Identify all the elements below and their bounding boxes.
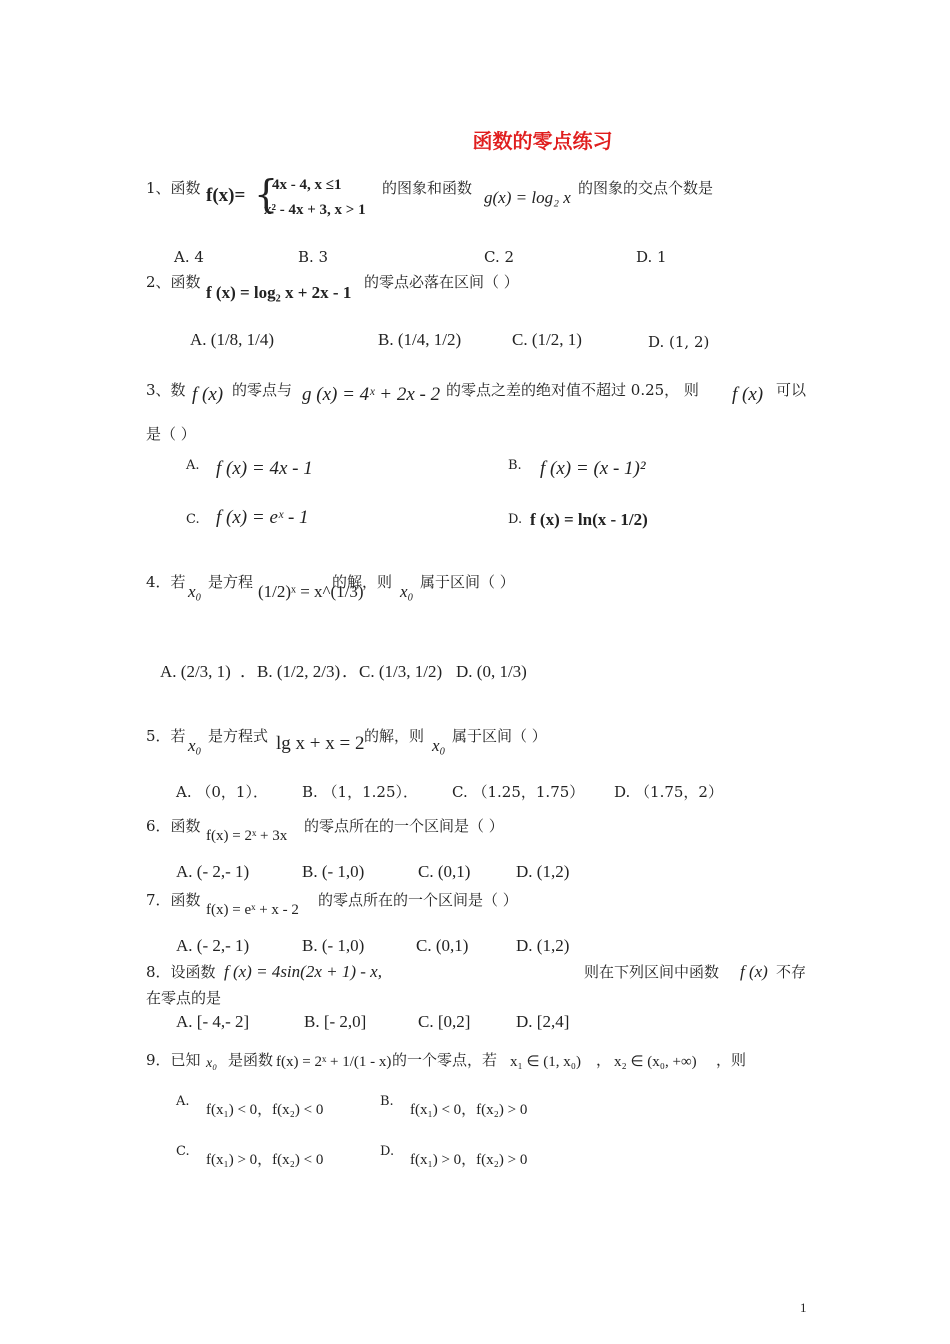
q7-option-a: A. (- 2,- 1) [176,936,250,955]
q5-tail: 属于区间（ ） [452,727,547,745]
q1-option-b: B. 3 [298,248,329,266]
q3-option-b: f (x) = (x - 1)² [540,458,646,479]
q6-option-a: A. (- 2,- 1) [176,862,250,881]
q5-option-d: D. （1.75，2） [614,783,723,801]
q5-mid: 是方程式 [208,727,269,745]
q8-tail: 不存 [776,963,807,981]
q3-option-c-label: C. [186,512,200,527]
q9-mid2: 的一个零点，若 [392,1051,498,1069]
q9-cond-2: x₂ ∈ (x₀, +∞) [614,1054,697,1070]
q9-tail: ，则 [716,1051,747,1069]
q8-option-a: A. [- 4,- 2] [176,1012,250,1031]
q9-option-d: f(x₁) > 0，f(x₂) > 0 [410,1152,528,1168]
q1-g: g(x) = log₂ x [484,188,571,207]
q6-tail: 的零点所在的一个区间是（ ） [304,817,504,835]
q7-option-d: D. (1,2) [516,936,570,955]
q3-f2: f (x) [732,384,764,405]
q4-tail: 属于区间（ ） [420,573,515,591]
q7-number: 7．函数 [146,891,201,909]
q4-number: 4．若 [146,573,186,591]
q7-tail: 的零点所在的一个区间是（ ） [318,891,518,909]
q4-option-c: ．C. (1/3, 1/2) [342,662,443,681]
q8-f2: f (x) [740,962,768,981]
q1-option-d: D. 1 [636,248,667,266]
q6-number: 6．函数 [146,817,201,835]
q1-mid: 的图象和函数 [382,179,473,197]
q4-option-b: ．B. (1/2, 2/3) [240,662,341,681]
q8-option-b: B. [- 2,0] [304,1012,367,1031]
q2-number: 2、函数 [146,273,201,291]
q9-f: f(x) = 2ˣ + 1/(1 - x) [276,1054,392,1070]
q3-tail: 可以 [776,381,807,399]
q2-option-a: A. (1/8, 1/4) [190,330,275,349]
q3-option-b-label: B. [508,458,522,473]
q5-var: x₀ [188,736,202,755]
q7-option-b: B. (- 1,0) [302,936,365,955]
q9-option-a: f(x₁) < 0，f(x₂) < 0 [206,1102,324,1118]
q4-option-a: A. (2/3, 1) [160,662,231,681]
q1-number: 1、函数 [146,179,201,197]
q9-cond-1: x₁ ∈ (1, x₀) [510,1054,582,1070]
q1-f-label: f(x)= [206,185,246,206]
q9-sep: ， [596,1051,612,1069]
q9-option-b-label: B. [380,1094,394,1109]
q2-option-c: C. (1/2, 1) [512,330,582,349]
q5-mid2: 的解，则 [364,727,425,745]
q5-number: 5．若 [146,727,186,745]
q5-var2: x₀ [432,736,446,755]
q1-piece-1: 4x - 4, x ≤1 [272,177,342,193]
q4-option-d: D. (0, 1/3) [456,662,527,681]
q1-tail: 的图象的交点个数是 [578,179,714,197]
q4-eq: (1/2)ˣ = x^(1/3) [258,582,364,601]
q6-option-b: B. (- 1,0) [302,862,365,881]
q2-f: f (x) = log₂ x + 2x - 1 [206,283,352,302]
q1-piece-2: x² - 4x + 3, x > 1 [264,202,366,218]
q3-option-d-label: D. [508,512,523,527]
q3-option-d: f (x) = ln(x - 1/2) [530,510,648,529]
q8-option-d: D. [2,4] [516,1012,570,1031]
q4-var: x₀ [188,582,202,601]
q3-option-a: f (x) = 4x - 1 [216,458,313,479]
page-title: 函数的零点练习 [472,129,613,153]
q1-option-a: A. 4 [174,248,204,266]
q5-eq: lg x + x = 2 [276,733,365,754]
q5-option-c: C. （1.25，1.75） [452,783,585,801]
q2-option-d: D. (1, 2) [648,333,710,351]
q3-line2: 是（ ） [146,425,196,443]
q7-option-c: C. (0,1) [416,936,469,955]
q5-option-a: A. （0，1）． [176,783,268,801]
q9-option-a-label: A. [176,1094,190,1109]
q8-line2: 在零点的是 [146,989,222,1007]
q3-option-c: f (x) = eˣ - 1 [216,507,309,528]
q9-number: 9．已知 [146,1051,201,1069]
q3-number: 3、数 [146,381,186,399]
q9-var: x₀ [206,1056,218,1071]
q4-mid2: 的解，则 [332,573,393,591]
q4-var2: x₀ [400,582,414,601]
q9-option-d-label: D. [380,1144,395,1159]
q9-option-b: f(x₁) < 0，f(x₂) > 0 [410,1102,528,1118]
q9-option-c-label: C. [176,1144,190,1159]
q2-option-b: B. (1/4, 1/2) [378,330,462,349]
q2-tail: 的零点必落在区间（ ） [364,273,519,291]
q9-option-c: f(x₁) > 0，f(x₂) < 0 [206,1152,324,1168]
q8-option-c: C. [0,2] [418,1012,471,1031]
q1-option-c: C. 2 [484,248,515,266]
q3-g: g (x) = 4ˣ + 2x - 2 [302,384,441,405]
page-number: 1 [800,1300,807,1315]
q9-mid: 是函数 [228,1051,274,1069]
q7-f: f(x) = eˣ + x - 2 [206,902,299,918]
q6-option-d: D. (1,2) [516,862,570,881]
q3-f: f (x) [192,384,224,405]
q6-f: f(x) = 2ˣ + 3x [206,828,288,844]
q6-option-c: C. (0,1) [418,862,471,881]
q3-mid: 的零点与 [232,381,293,399]
q4-mid: 是方程 [208,573,254,591]
q3-mid2: 的零点之差的绝对值不超过 0.25， 则 [446,381,699,399]
q8-number: 8．设函数 [146,963,216,981]
q5-option-b: B. （1，1.25）． [302,783,419,801]
q1-brace: { [254,172,279,216]
q3-option-a-label: A. [186,458,200,473]
q8-f: f (x) = 4sin(2x + 1) - x, [224,962,382,981]
q8-mid: 则在下列区间中函数 [584,963,720,981]
